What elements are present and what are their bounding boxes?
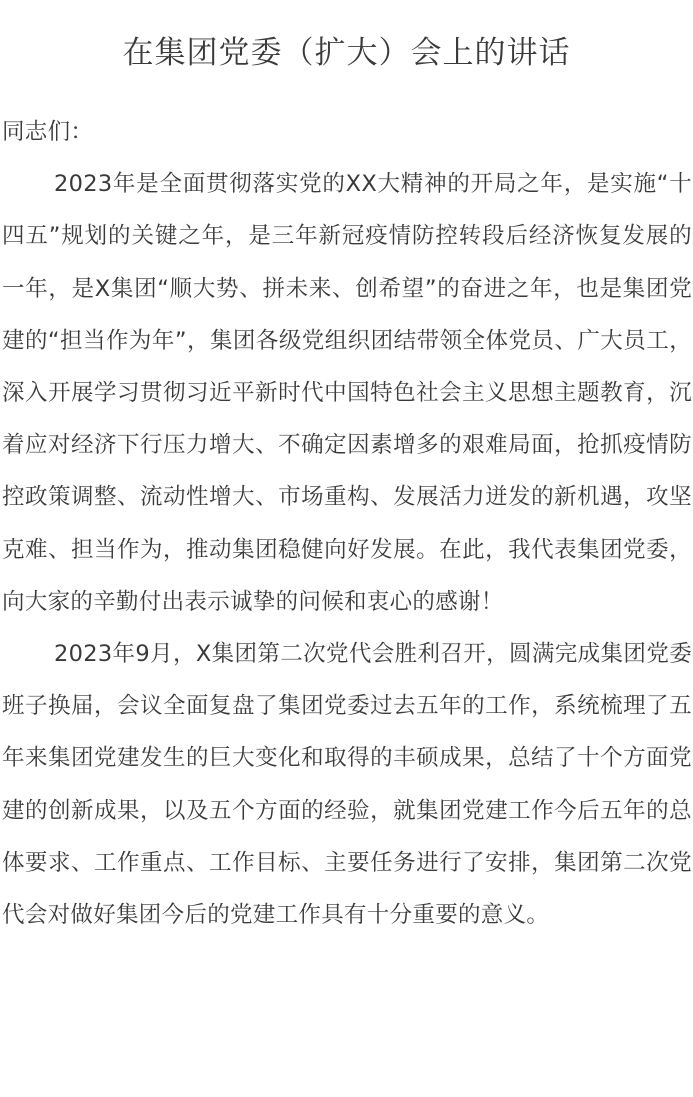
document-title: 在集团党委（扩大）会上的讲话 <box>122 35 571 71</box>
salutation: 同志们： <box>2 119 94 145</box>
paragraph-1: 2023年是全面贯彻落实党的XX大精神的开局之年，是实施“十四五”规划的关键之年，是三年新冠疫情防控转段后经济恢复发展的一年，是X集团“顺大势、拼未来、创希望”的奋进之年，也是集团党建的“担当作为年”，集团各级党组织团结带领全体党员、广大员工，深入开展学习贯彻习近平新时代中国特色社会主义思想主题教育，沉着应对经济下行压力增大、不确定因素增多的艰难局面，抢抓疫情防控政策调整、流动性增大、市场重构、发展活力迸发的新机遇，攻坚克难、担当作为，推动集团稳健向好发展。在此，我代表集团党委，向大家的辛勤付出表示诚挚的问候和衷心的感谢！ <box>2 171 692 615</box>
document-body <box>2 106 692 941</box>
paragraph-2: 2023年9月，X集团第二次党代会胜利召开，圆满完成集团党委班子换届，会议全面复盘了集团党委过去五年的工作，系统梳理了五年来集团党建发生的巨大变化和取得的丰硕成果，总结了十个方面党建的创新成果，以及五个方面的经验，就集团党建工作今后五年的总体要求、工作重点、工作目标、主要任务进行了安排，集团第二次党代会对做好集团今后的党建工作具有十分重要的意义。 <box>2 641 692 929</box>
